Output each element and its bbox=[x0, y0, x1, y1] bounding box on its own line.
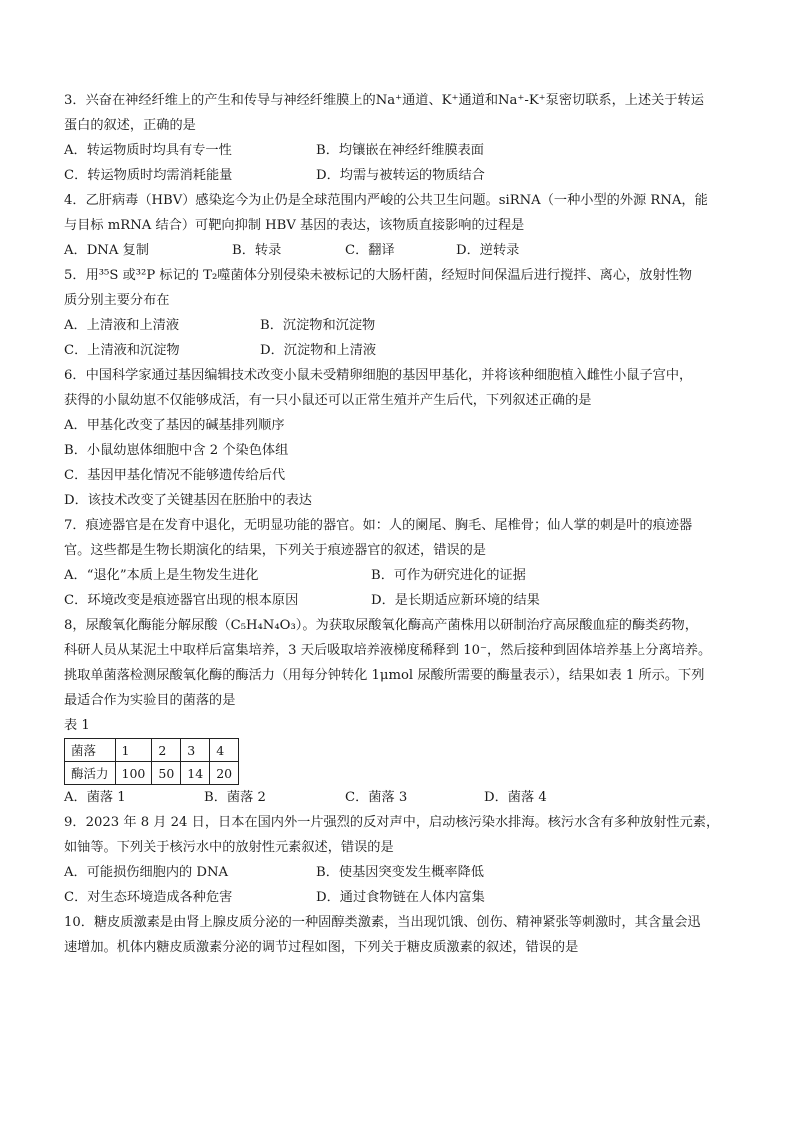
option-b: B．沉淀物和沉淀物 bbox=[260, 318, 376, 333]
question-6 bbox=[64, 363, 742, 513]
table-cell: 4 bbox=[210, 739, 239, 762]
option-row bbox=[64, 238, 742, 263]
table-caption: 表 1 bbox=[64, 718, 90, 733]
option-row bbox=[64, 885, 742, 910]
table-cell: 菌落 bbox=[65, 739, 116, 762]
question-stem: 9．2023 年 8 月 24 日，日本在国内外一片强烈的反对声中，启动核污染水排海。核污水含有多种放射性元素， bbox=[64, 815, 720, 830]
table-cell: 14 bbox=[181, 762, 210, 785]
option-c: C．环境改变是痕迹器官出现的根本原因 bbox=[64, 593, 299, 608]
option-d: D．逆转录 bbox=[456, 243, 520, 258]
option-a: A．“退化”本质上是生物发生进化 bbox=[64, 568, 259, 583]
enzyme-activity-table bbox=[64, 738, 239, 785]
option-row bbox=[64, 860, 742, 885]
question-stem: 速增加。机体内糖皮质激素分泌的调节过程如图，下列关于糖皮质激素的叙述，错误的是 bbox=[64, 940, 579, 955]
question-4 bbox=[64, 188, 742, 263]
question-stem: 6．中国科学家通过基因编辑技术改变小鼠未受精卵细胞的基因甲基化，并将该种细胞植入雌性小鼠子宫中， bbox=[64, 368, 693, 383]
question-stem: 10．糖皮质激素是由肾上腺皮质分泌的一种固醇类激素，当出现饥饿、创伤、精神紧张等刺激时，其含量会迅 bbox=[64, 915, 701, 930]
option-c: C．对生态环境造成各种危害 bbox=[64, 890, 233, 905]
question-stem: 质分别主要分布在 bbox=[64, 293, 170, 308]
option-d: D．菌落 4 bbox=[484, 790, 547, 805]
question-3 bbox=[64, 88, 742, 188]
option-d: D．该技术改变了关键基因在胚胎中的表达 bbox=[64, 493, 312, 508]
question-stem: 科研人员从某泥土中取样后富集培养，3 天后吸取培养液梯度稀释到 10⁻，然后接种到固体培养基上分离培养。 bbox=[64, 643, 712, 658]
option-b: B．菌落 2 bbox=[204, 790, 266, 805]
question-stem: 最适合作为实验目的菌落的是 bbox=[64, 693, 236, 708]
question-stem: 与目标 mRNA 结合）可靶向抑制 HBV 基因的表达，该物质直接影响的过程是 bbox=[64, 218, 525, 233]
question-stem: 4．乙肝病毒（HBV）感染迄今为止仍是全球范围内严峻的公共卫生问题。siRNA（一种小型的外源 RNA，能 bbox=[64, 193, 708, 208]
question-stem: 5．用³⁵S 或³²P 标记的 T₂噬菌体分别侵染未被标记的大肠杆菌，经短时间保温后进行搅拌、离心，放射性物 bbox=[64, 268, 692, 283]
question-stem: 8，尿酸氧化酶能分解尿酸（C₅H₄N₄O₃）。为获取尿酸氧化酶高产菌株用以研制治疗高尿酸血症的酶类药物， bbox=[64, 618, 698, 633]
exam-page bbox=[64, 88, 742, 960]
option-b: B．使基因突变发生概率降低 bbox=[316, 865, 484, 880]
question-8 bbox=[64, 613, 742, 810]
table-row bbox=[65, 762, 239, 785]
option-row bbox=[64, 163, 742, 188]
option-d: D．均需与被转运的物质结合 bbox=[316, 168, 485, 183]
question-stem: 如铀等。下列关于核污水中的放射性元素叙述，错误的是 bbox=[64, 840, 394, 855]
question-stem: 7．痕迹器官是在发育中退化，无明显功能的器官。如：人的阑尾、胸毛、尾椎骨；仙人掌的刺是叶的痕迹器 bbox=[64, 518, 693, 533]
option-c: C．上清液和沉淀物 bbox=[64, 343, 180, 358]
table-cell: 酶活力 bbox=[65, 762, 116, 785]
option-b: B．转录 bbox=[232, 243, 282, 258]
option-c: C．转运物质时均需消耗能量 bbox=[64, 168, 233, 183]
question-stem: 3．兴奋在神经纤维上的产生和传导与神经纤维膜上的Na⁺通道、K⁺通道和Na⁺-K⁺泵密切联系，上述关于转运 bbox=[64, 93, 704, 108]
option-b: B．可作为研究进化的证据 bbox=[371, 568, 526, 583]
option-a: A．转运物质时均具有专一性 bbox=[64, 143, 232, 158]
question-9 bbox=[64, 810, 742, 910]
table-cell: 50 bbox=[152, 762, 181, 785]
option-row bbox=[64, 138, 742, 163]
question-5 bbox=[64, 263, 742, 363]
option-a: A．DNA 复制 bbox=[64, 243, 149, 258]
option-c: C．菌落 3 bbox=[345, 790, 408, 805]
question-stem: 官。这些都是生物长期演化的结果，下列关于痕迹器官的叙述，错误的是 bbox=[64, 543, 486, 558]
table-cell: 1 bbox=[115, 739, 152, 762]
question-stem: 获得的小鼠幼崽不仅能够成活，有一只小鼠还可以正常生殖并产生后代，下列叙述正确的是 bbox=[64, 393, 592, 408]
question-7 bbox=[64, 513, 742, 613]
option-row bbox=[64, 785, 742, 810]
option-b: B．均镶嵌在神经纤维膜表面 bbox=[316, 143, 484, 158]
option-a: A．可能损伤细胞内的 DNA bbox=[64, 865, 229, 880]
option-c: C．基因甲基化情况不能够遗传给后代 bbox=[64, 468, 286, 483]
option-d: D．通过食物链在人体内富集 bbox=[316, 890, 485, 905]
table-cell: 20 bbox=[210, 762, 239, 785]
option-row bbox=[64, 338, 742, 363]
table-row bbox=[65, 739, 239, 762]
option-a: A．甲基化改变了基因的碱基排列顺序 bbox=[64, 418, 285, 433]
option-a: A．菌落 1 bbox=[64, 790, 126, 805]
option-d: D．是长期适应新环境的结果 bbox=[371, 593, 540, 608]
option-row bbox=[64, 313, 742, 338]
option-c: C．翻译 bbox=[345, 243, 395, 258]
table-cell: 3 bbox=[181, 739, 210, 762]
question-stem: 挑取单菌落检测尿酸氧化酶的酶活力（用每分钟转化 1μmol 尿酸所需要的酶量表示），结果如表 1 所示。下列 bbox=[64, 668, 705, 683]
option-d: D．沉淀物和上清液 bbox=[260, 343, 377, 358]
option-row bbox=[64, 563, 742, 588]
table-cell: 2 bbox=[152, 739, 181, 762]
question-stem: 蛋白的叙述，正确的是 bbox=[64, 118, 196, 133]
option-b: B．小鼠幼崽体细胞中含 2 个染色体组 bbox=[64, 443, 289, 458]
table-cell: 100 bbox=[115, 762, 152, 785]
question-10 bbox=[64, 910, 742, 960]
option-row bbox=[64, 588, 742, 613]
option-a: A．上清液和上清液 bbox=[64, 318, 180, 333]
